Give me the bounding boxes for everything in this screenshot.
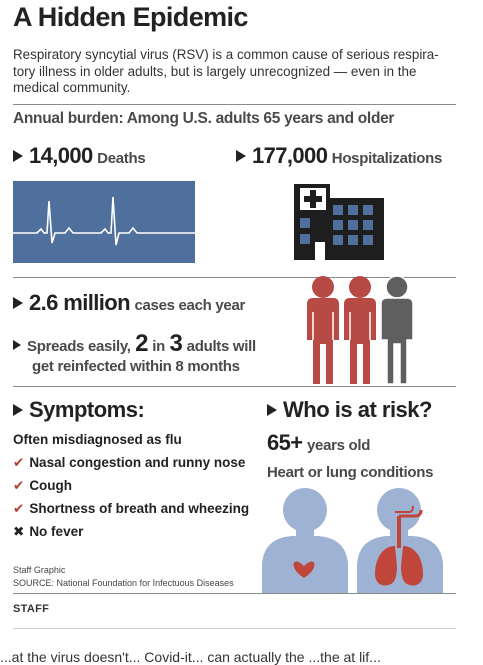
hospitalizations-stat	[236, 143, 442, 169]
annual-burden-heading: Annual burden: Among U.S. adults 65 years and older	[13, 110, 395, 127]
symptom-text: No fever	[29, 524, 84, 539]
divider	[13, 104, 456, 105]
divider	[13, 386, 456, 387]
intro-line-2: tory illness in older adults, but is largely unrecognized — even in the	[13, 63, 417, 79]
staff-graphic-credit: Staff Graphic	[13, 565, 66, 575]
x-icon: ✖	[13, 524, 25, 539]
symptom-text: Nasal congestion and runny nose	[29, 455, 246, 470]
reinfection-num1: 2	[135, 330, 148, 357]
cases-value: 2.6 million	[29, 290, 130, 315]
symptom-item	[13, 455, 245, 471]
reinfection-num2: 3	[169, 330, 183, 357]
at-risk-conditions: Heart or lung conditions	[267, 464, 434, 481]
reinfection-post: adults will	[186, 338, 256, 355]
triangle-bullet-icon	[13, 340, 21, 350]
symptom-item	[13, 478, 72, 494]
intro-line-3: medical community.	[13, 80, 131, 95]
symptoms-subheading: Often misdiagnosed as flu	[13, 432, 182, 447]
deaths-stat	[13, 143, 145, 169]
triangle-bullet-icon	[13, 404, 23, 416]
page-title: A Hidden Epidemic	[13, 2, 248, 32]
reinfection-stat	[13, 330, 256, 358]
check-icon: ✔	[13, 501, 25, 516]
check-icon: ✔	[13, 455, 25, 470]
check-icon: ✔	[13, 478, 25, 493]
hospitalizations-value: 177,000	[252, 143, 328, 168]
triangle-bullet-icon	[13, 150, 23, 162]
at-risk-title: Who is at risk?	[283, 397, 432, 422]
divider	[13, 628, 456, 629]
at-risk-heading	[267, 397, 432, 423]
deaths-value: 14,000	[29, 143, 93, 168]
triangle-bullet-icon	[236, 150, 246, 162]
deaths-label: Deaths	[97, 150, 146, 167]
triangle-bullet-icon	[13, 297, 23, 309]
intro-line-1: Respiratory syncytial virus (RSV) is a common cause of serious respira-	[13, 47, 439, 62]
symptoms-title: Symptoms:	[29, 397, 145, 422]
reinfection-in: in	[152, 338, 166, 355]
symptom-text: Cough	[29, 478, 73, 493]
lungs-body-icon	[355, 486, 445, 594]
at-risk-age	[267, 430, 370, 456]
triangle-bullet-icon	[267, 404, 277, 416]
age-label: years old	[306, 437, 371, 454]
intro-text	[13, 47, 465, 97]
reinfection-pre: Spreads easily,	[27, 338, 131, 355]
byline: STAFF	[13, 603, 50, 615]
cases-stat	[13, 290, 245, 316]
symptoms-heading	[13, 397, 144, 423]
age-value: 65+	[267, 430, 303, 455]
symptom-item	[13, 501, 249, 517]
reinfection-line2: get reinfected within 8 months	[32, 358, 240, 375]
hospitalizations-label: Hospitalizations	[331, 150, 442, 167]
symptom-item	[13, 524, 83, 540]
article-text-cut: ...at the virus doesn't... Covid-it... can actually the ...the at lif...	[0, 649, 381, 665]
source-credit: SOURCE: National Foundation for Infectuous Diseases	[13, 578, 234, 588]
people-icon	[305, 276, 425, 384]
ekg-icon	[13, 181, 195, 263]
hospital-icon	[293, 180, 385, 260]
divider	[13, 593, 456, 594]
cases-label: cases each year	[134, 297, 246, 314]
symptom-text: Shortness of breath and wheezing	[29, 501, 250, 516]
